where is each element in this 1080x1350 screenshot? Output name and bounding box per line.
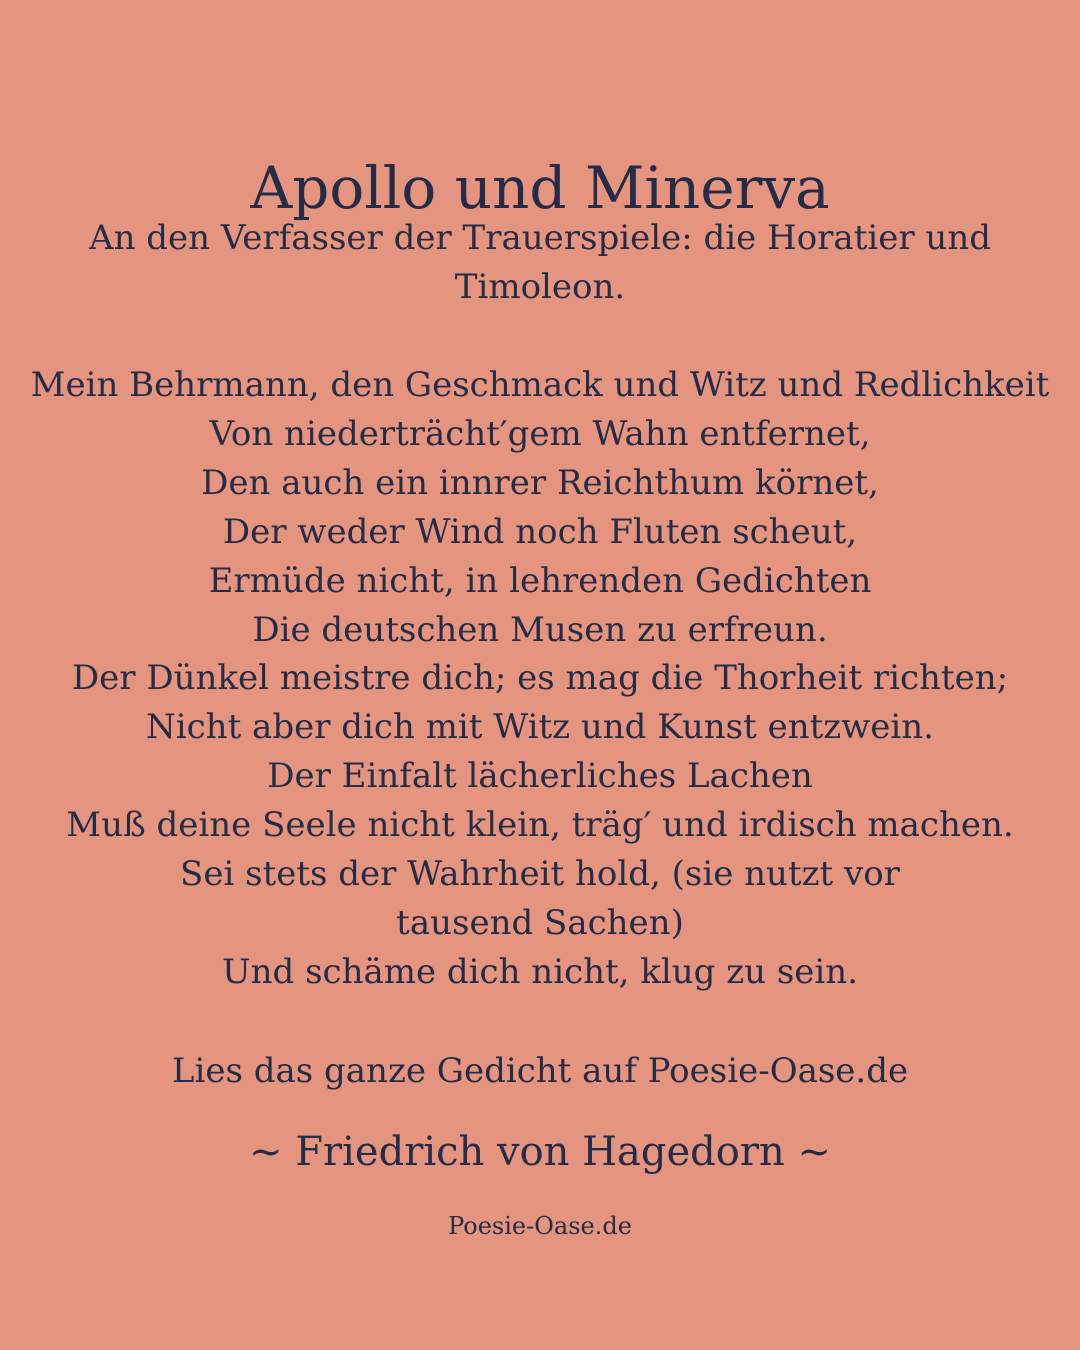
poem-dedication: An den Verfasser der Trauerspiele: die Horatier und Timoleon. [89, 218, 991, 307]
poem-text [20, 361, 1060, 997]
poem-title: Apollo und Minerva [250, 153, 830, 222]
site-brand: Poesie-Oase.de [448, 1212, 632, 1240]
poem-author: ~ Friedrich von Hagedorn ~ [249, 1129, 831, 1175]
poem-line: Von niederträcht′gem Wahn entfernet, [209, 413, 871, 454]
poem-line: Nicht aber dich mit Witz und Kunst entzwein. [146, 707, 934, 748]
poem-line: Der Einfalt lächerliches Lachen [267, 756, 813, 797]
poem-line: Muß deine Seele nicht klein, träg′ und irdisch machen. [66, 805, 1014, 846]
poem-line: Den auch ein innrer Reichthum körnet, [201, 462, 879, 503]
poem-line: Der Dünkel meistre dich; es mag die Thorheit richten; [71, 658, 1009, 699]
poem-line: Die deutschen Musen zu erfreun. [252, 609, 828, 650]
poem-line: Sei stets der Wahrheit hold, (sie nutzt vor tausend Sachen) [180, 854, 900, 943]
read-full-poem-text: Lies das ganze Gedicht auf Poesie-Oase.de [171, 1051, 909, 1091]
poem-line: Und schäme dich nicht, klug zu sein. [221, 951, 859, 992]
poem-line: Der weder Wind noch Fluten scheut, [222, 511, 858, 552]
poem-line: Ermüde nicht, in lehrenden Gedichten [208, 560, 872, 601]
poem-line: Mein Behrmann, den Geschmack und Witz und Redlichkeit [30, 365, 1050, 405]
